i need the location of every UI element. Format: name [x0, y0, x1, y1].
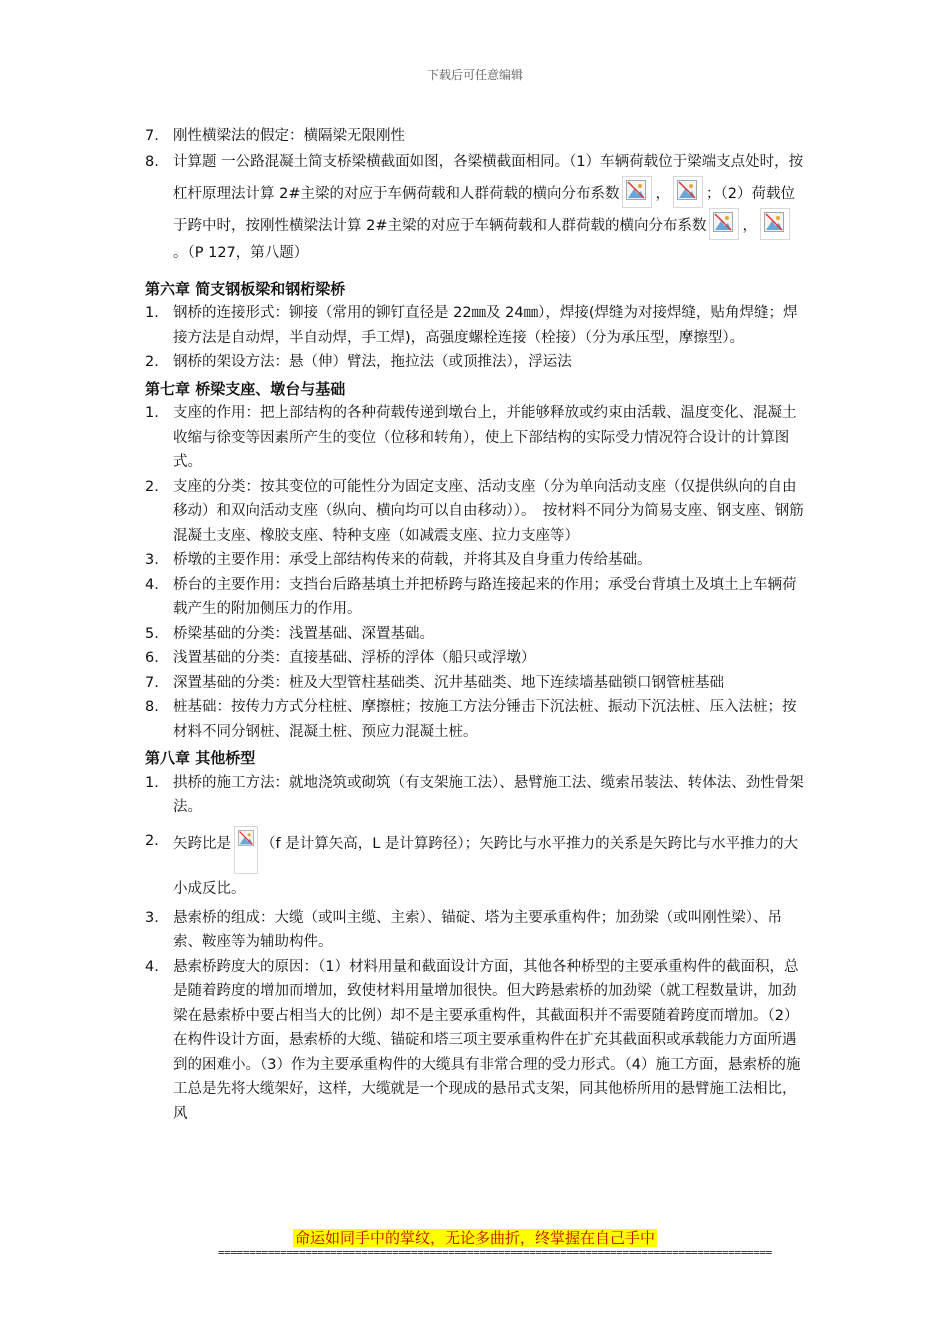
- item-text: 拱桥的施工方法：就地浇筑或砌筑（有支架施工法）、悬臂施工法、缆索吊装法、转体法、劲性骨架法。: [173, 774, 804, 815]
- broken-image-icon: [234, 826, 258, 874]
- item-number: 4.: [145, 576, 159, 593]
- item-text: 刚性横梁法的假定：横隔梁无限刚性: [173, 128, 405, 144]
- list-item-7-6: [145, 646, 807, 671]
- item-text: 支座的分类：按其变位的可能性分为固定支座、活动支座（分为单向活动支座（仅提供纵向的自由移动）和双向活动支座（纵向、横向均可以自由移动））。 按材料不同分为简易支座、钢支座、钢筋混凝土支座、橡胶支座、特种支座（如减震支座、拉力支座等）: [173, 478, 804, 544]
- item-text-mid: ；（2）荷载位于跨中时，按刚性横梁法计算 2#主梁的对应于车辆荷载和人群荷载的横向分布系数: [173, 185, 795, 234]
- list-item-6-2: [145, 350, 807, 375]
- item-text: 桩基础：按传力方式分柱桩、摩擦桩；按施工方法分锤击下沉法桩、振动下沉法桩、压入法桩；按材料不同分钢桩、混凝土桩、预应力混凝土桩。: [173, 699, 797, 740]
- document-body: [145, 124, 807, 1126]
- broken-image-icon: [709, 208, 739, 240]
- list-item-7-3: [145, 548, 807, 573]
- footer-divider: =========================================================================================: [218, 1246, 772, 1259]
- list-item-5-8: [145, 149, 807, 267]
- item-number: 3.: [145, 552, 159, 568]
- list-item-8-3: [145, 906, 807, 955]
- item-number: 8.: [145, 699, 159, 715]
- item-text: 钢桥的连接形式：铆接（常用的铆钉直径是 22㎜及 24㎜），焊接(焊缝为对接焊缝，贴角焊缝；焊接方法是自动焊，半自动焊，手工焊)，高强度螺栓连接（栓接）（分为承压型，摩擦型）。: [173, 305, 798, 346]
- item-number: 3.: [145, 909, 159, 926]
- item-number: 5.: [145, 625, 159, 642]
- item-number: 7.: [145, 128, 159, 144]
- item-number: 2.: [145, 832, 159, 849]
- item-text: 桥台的主要作用：支挡台后路基填土并把桥跨与路连接起来的作用；承受台背填土及填土上车辆荷载产生的附加侧压力的作用。: [173, 576, 797, 617]
- item-number: 1.: [145, 305, 159, 321]
- list-item-7-5: [145, 622, 807, 647]
- footer-motto: [0, 1227, 950, 1248]
- list-item-7-1: [145, 401, 807, 475]
- item-text: 悬索桥的组成：大缆（或叫主缆、主索）、锚碇、塔为主要承重构件；加劲梁（或叫刚性梁）、吊索、鞍座等为辅助构件。: [173, 909, 782, 950]
- item-text-pre: 矢跨比是: [173, 835, 231, 852]
- item-number: 7.: [145, 674, 159, 691]
- item-text: 钢桥的架设方法：悬（伸）臂法，拖拉法（或顶推法），浮运法: [173, 354, 572, 370]
- item-text: 深置基础的分类：桩及大型管柱基础类、沉井基础类、地下连续墙基础锁口钢管桩基础: [173, 674, 724, 691]
- list-item-7-7: [145, 671, 807, 696]
- item-text-end: 。（P 127，第八题）: [173, 244, 309, 261]
- separator: ，: [742, 217, 757, 234]
- item-text-post: （f 是计算矢高，L 是计算跨径）；矢跨比与水平推力的关系是矢跨比与水平推力的大小成反比。: [173, 835, 799, 897]
- list-item-8-1: [145, 771, 807, 820]
- list-item-6-1: [145, 301, 807, 350]
- chapter-8-title: 第八章 其他桥型: [145, 749, 256, 767]
- item-text: 桥墩的主要作用：承受上部结构传来的荷载，并将其及自身重力传给基础。: [173, 552, 652, 568]
- broken-image-icon: [673, 176, 703, 208]
- item-text: 浅置基础的分类：直接基础、浮桥的浮体（船只或浮墩）: [173, 650, 536, 666]
- list-item-8-2: [145, 826, 807, 904]
- separator: ，: [655, 185, 670, 202]
- item-number: 2.: [145, 354, 159, 370]
- item-number: 8.: [145, 153, 159, 170]
- item-number: 4.: [145, 958, 159, 975]
- list-item-7-2: [145, 475, 807, 549]
- broken-image-icon: [760, 208, 790, 240]
- item-text: 悬索桥跨度大的原因：（1）材料用量和截面设计方面，其他各种桥型的主要承重构件的截面积，总是随着跨度的增加而增加，致使材料用量增加很快。但大跨悬索桥的加劲梁（就工程数量讲，加劲梁在悬索桥中要占相当大的比例）却不是主要承重构件，其截面积并不需要随着跨度而增加。（2）在构件设计方面，悬索桥的大缆、锚碇和塔三项主要承重构件在扩充其截面积或承载能力方面所遇到的困难小。（3）作为主要承重构件的大缆具有非常合理的受力形式。（4）施工方面，悬索桥的施工总是先将大缆架好，这样，大缆就是一个现成的悬吊式支架，同其他桥所用的悬臂施工法相比，风: [173, 958, 801, 1122]
- item-text: 支座的作用：把上部结构的各种荷载传递到墩台上，并能够释放或约束由活载、温度变化、混凝土收缩与徐变等因素所产生的变位（位移和转角），使上下部结构的实际受力情况符合设计的计算图式。: [173, 405, 797, 470]
- item-text: 桥梁基础的分类：浅置基础、深置基础。: [173, 625, 434, 642]
- broken-image-icon: [622, 176, 652, 208]
- item-number: 1.: [145, 405, 159, 421]
- chapter-6-title: 第六章 简支钢板梁和钢桁梁桥: [145, 279, 346, 298]
- list-item-8-4: [145, 955, 807, 1126]
- item-number: 6.: [145, 650, 159, 666]
- list-item-7-4: [145, 573, 807, 622]
- item-text-line1: 计算题 一公路混凝土简支桥梁横截面如图，各梁横截面相同。（1）车辆荷载位于梁端支点处时，按杠杆原理法计算 2#主梁的对应于车俩荷载和人群荷载的横向分布系数: [173, 153, 804, 202]
- list-item-7-8: [145, 695, 807, 744]
- chapter-7-title: 第七章 桥梁支座、墩台与基础: [145, 379, 346, 398]
- page-header: 下载后可任意编辑: [426, 68, 523, 82]
- item-number: 2.: [145, 478, 159, 495]
- list-item-5-7: [145, 124, 807, 149]
- item-number: 1.: [145, 774, 159, 791]
- motto-text: 命运如同手中的掌纹，无论多曲折，终掌握在自己手中: [294, 1229, 655, 1247]
